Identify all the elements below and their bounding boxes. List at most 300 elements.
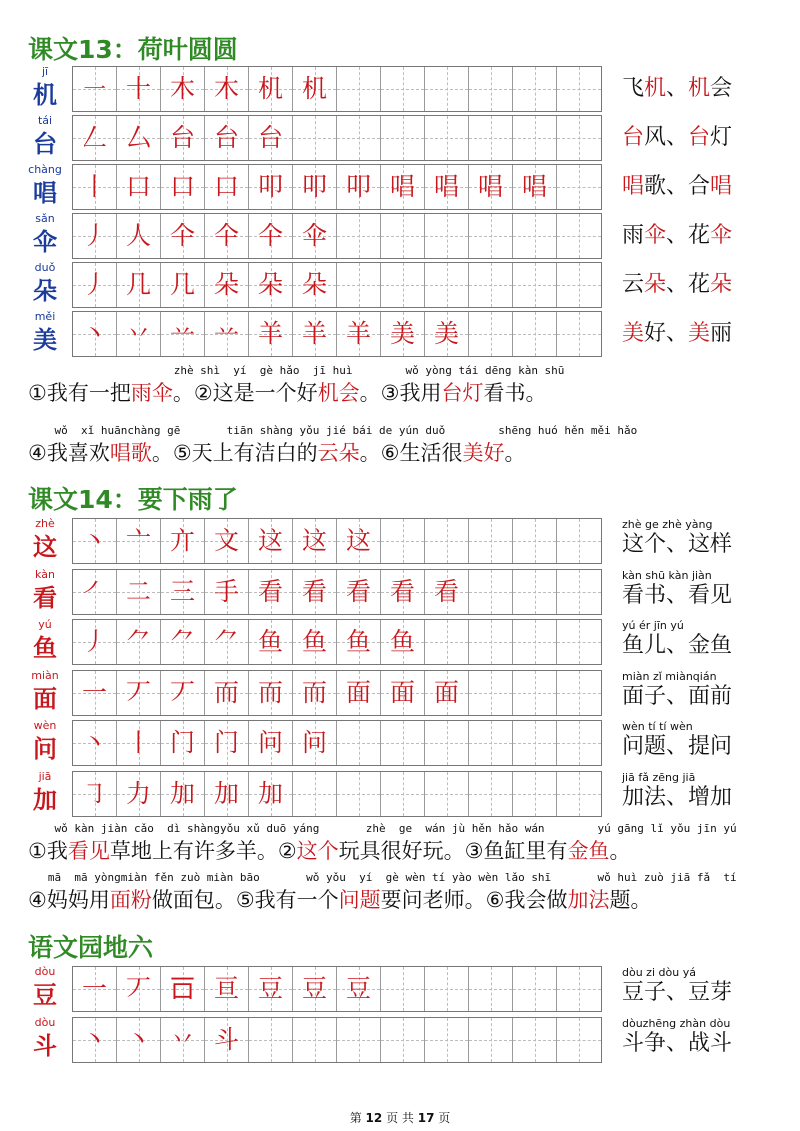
word-examples [622, 771, 782, 817]
grid-cell [293, 570, 337, 614]
sentence-pinyin: zhè shì yí gè hǎo jī huì wǒ yòng tái dēng kàn shū [28, 364, 565, 377]
word-part: 歌、合 [644, 174, 711, 199]
sentence-highlight: 看见 [67, 839, 110, 863]
sentence-part: 。 [609, 839, 631, 863]
stroke-step: 而 [257, 677, 283, 707]
grid-cell [293, 165, 337, 209]
stroke-step: 看 [389, 576, 415, 606]
grid-cell [117, 214, 161, 258]
grid-cell [161, 620, 205, 664]
grid-cell [161, 67, 205, 111]
grid-cell [337, 67, 381, 111]
char-hanzi: 面 [33, 684, 57, 713]
char-pinyin: jī [41, 65, 49, 78]
grid-cell [425, 671, 469, 715]
sentence-highlight: 这个 [296, 839, 339, 863]
sentence-part: 。⑥生活很 [359, 441, 463, 465]
stroke-step: 丿 [81, 221, 107, 250]
grid-cell [557, 263, 601, 307]
word-examples [622, 164, 782, 210]
word-part: 、 [666, 76, 689, 101]
grid-cell [425, 772, 469, 816]
word-highlight: 机 [644, 76, 667, 101]
stroke-step: 机 [301, 74, 327, 103]
word-text [622, 72, 732, 106]
stroke-step: 丆 [125, 974, 151, 1003]
sentence-highlight: 云朵 [317, 441, 360, 465]
char-hanzi: 台 [33, 130, 57, 158]
footer-pre: 第 [349, 1111, 362, 1125]
grid-cell [205, 1018, 249, 1062]
word-pinyin: wèn tí tí wèn [622, 720, 693, 733]
grid-cell [381, 312, 425, 356]
char-pinyin: tái [37, 114, 53, 127]
word-part: 雨 [622, 223, 645, 248]
sentence-highlight: 问题 [338, 888, 381, 912]
word-part: 飞 [622, 76, 645, 101]
lesson13-title: 课文13：荷叶圆圆 [28, 35, 238, 64]
garden6-title: 语文园地六 [28, 933, 154, 962]
grid-cell [249, 620, 293, 664]
grid-cell [161, 772, 205, 816]
grid-cell [73, 312, 117, 356]
grid-cell [381, 620, 425, 664]
char-row [28, 213, 768, 259]
char-label [28, 619, 62, 665]
sentence-part: 。③我用 [359, 381, 442, 405]
char-pinyin: měi [34, 310, 56, 323]
stroke-step: 仐 [169, 221, 195, 250]
char-row [28, 115, 768, 161]
stroke-step: 问 [301, 728, 327, 757]
word-examples [622, 619, 782, 665]
char-hanzi: 唱 [33, 179, 57, 207]
writing-grid [72, 311, 602, 357]
grid-cell [205, 620, 249, 664]
char-row [28, 66, 768, 112]
grid-cell [381, 165, 425, 209]
writing-grid [72, 966, 602, 1012]
grid-cell [557, 67, 601, 111]
char-label [28, 670, 62, 716]
stroke-step: 𠮛 [169, 974, 195, 1003]
sentence-text [28, 438, 525, 468]
grid-cell [73, 165, 117, 209]
word-part: 看书、看见 [622, 582, 733, 608]
stroke-step: 丆 [125, 677, 151, 707]
grid-cell [117, 721, 161, 765]
word-part: 丽 [710, 321, 733, 346]
grid-cell [73, 721, 117, 765]
grid-cell [337, 570, 381, 614]
grid-cell [293, 312, 337, 356]
grid-cell [73, 116, 117, 160]
stroke-step: 人 [125, 221, 151, 250]
grid-cell [337, 671, 381, 715]
word-part: 鱼儿、金鱼 [622, 633, 733, 658]
grid-cell [249, 214, 293, 258]
grid-cell [513, 165, 557, 209]
grid-cell [381, 967, 425, 1011]
word-part: 面子、面前 [622, 683, 733, 709]
grid-cell [249, 67, 293, 111]
footer-post: 页 [438, 1111, 451, 1125]
stroke-step: 丷 [125, 319, 151, 348]
word-highlight: 朵 [710, 272, 733, 297]
word-examples [622, 262, 782, 308]
grid-cell [117, 570, 161, 614]
char-row [28, 619, 768, 665]
stroke-step: 亘 [213, 974, 239, 1003]
page-footer [0, 1109, 800, 1126]
char-pinyin: zhè [35, 517, 55, 530]
sentence-part: ①我 [28, 839, 68, 863]
word-text [622, 680, 732, 714]
stroke-step: 羊 [257, 319, 283, 348]
stroke-step: 面 [389, 677, 415, 707]
grid-cell [161, 1018, 205, 1062]
grid-cell [425, 214, 469, 258]
word-examples [622, 518, 782, 564]
grid-cell [161, 721, 205, 765]
grid-cell [513, 519, 557, 563]
footer-total-pages: 17 [417, 1111, 435, 1125]
word-examples [622, 670, 782, 716]
grid-cell [557, 519, 601, 563]
stroke-step: 加 [213, 778, 239, 808]
word-text [622, 1027, 732, 1061]
stroke-step: 一 [81, 974, 107, 1003]
word-part: 问题、提问 [622, 734, 733, 759]
grid-cell [469, 772, 513, 816]
grid-cell [161, 312, 205, 356]
word-highlight: 唱 [710, 174, 733, 199]
sentence-highlight: 台灯 [441, 381, 484, 405]
sentence-part: ④妈妈用 [28, 888, 110, 912]
grid-cell [469, 570, 513, 614]
grid-cell [381, 263, 425, 307]
grid-cell [381, 519, 425, 563]
stroke-step: 仐 [257, 221, 283, 250]
grid-cell [513, 1018, 557, 1062]
grid-cell [513, 312, 557, 356]
char-hanzi: 斗 [33, 1032, 57, 1060]
word-highlight: 台 [622, 125, 645, 150]
stroke-step: 台 [257, 123, 283, 152]
grid-cell [469, 263, 513, 307]
grid-cell [117, 772, 161, 816]
grid-cell [205, 671, 249, 715]
word-pinyin: dòuzhēng zhàn dòu [622, 1017, 731, 1030]
sentence-pinyin: wǒ kàn jiàn cǎo dì shàngyǒu xǔ duō yáng zhè ge wán jù hěn hǎo wán yú gāng lǐ yǒu jīn yú [28, 822, 737, 835]
char-hanzi: 伞 [33, 228, 57, 256]
grid-cell [205, 214, 249, 258]
stroke-step: 加 [169, 778, 195, 808]
writing-grid [72, 213, 602, 259]
grid-cell [425, 263, 469, 307]
char-hanzi: 鱼 [33, 634, 57, 662]
grid-cell [205, 165, 249, 209]
word-highlight: 唱 [622, 174, 645, 199]
grid-cell [425, 967, 469, 1011]
grid-cell [161, 519, 205, 563]
grid-cell [249, 570, 293, 614]
grid-cell [513, 570, 557, 614]
grid-cell [557, 116, 601, 160]
stroke-step: 几 [169, 270, 195, 299]
char-hanzi: 朵 [33, 277, 57, 305]
grid-cell [205, 312, 249, 356]
word-examples [622, 1017, 782, 1063]
word-part: 、花 [666, 272, 711, 297]
grid-cell [117, 519, 161, 563]
grid-cell [425, 519, 469, 563]
sentence-part: ④我喜欢 [28, 441, 110, 465]
stroke-step: 鱼 [345, 627, 371, 656]
sentence-highlight: 面粉 [109, 888, 152, 912]
grid-cell [293, 67, 337, 111]
grid-cell [557, 967, 601, 1011]
footer-page-number: 12 [365, 1111, 383, 1125]
sentence-part: 。⑤天上有洁白的 [151, 441, 318, 465]
word-text [622, 219, 732, 253]
stroke-step: 丶 [81, 526, 107, 555]
stroke-step: ㇆ [81, 778, 107, 808]
char-hanzi: 问 [33, 735, 57, 763]
word-text [622, 170, 732, 204]
grid-cell [469, 214, 513, 258]
stroke-step: ⺈ [125, 627, 151, 656]
word-examples [622, 311, 782, 357]
grid-cell [381, 570, 425, 614]
grid-cell [557, 312, 601, 356]
stroke-step: 口 [213, 172, 239, 201]
writing-grid [72, 115, 602, 161]
grid-cell [249, 312, 293, 356]
grid-cell [205, 570, 249, 614]
grid-cell [381, 116, 425, 160]
word-examples [622, 966, 782, 1012]
grid-cell [337, 1018, 381, 1062]
word-part: 这个、这样 [622, 532, 733, 557]
stroke-step: 丷 [169, 1025, 195, 1054]
grid-cell [73, 967, 117, 1011]
grid-cell [469, 721, 513, 765]
stroke-step: 叩 [301, 172, 327, 201]
word-part: 风、 [644, 125, 689, 150]
stroke-step: 面 [345, 677, 371, 707]
stroke-step: 豆 [257, 974, 283, 1003]
grid-cell [293, 519, 337, 563]
char-hanzi: 加 [33, 785, 57, 814]
sentence-part: 题。 [609, 888, 652, 912]
writing-grid [72, 569, 602, 615]
grid-cell [249, 967, 293, 1011]
sentence-highlight: 机会 [317, 381, 360, 405]
stroke-step: ⺈ [169, 627, 195, 656]
grid-cell [205, 721, 249, 765]
grid-cell [557, 721, 601, 765]
word-highlight: 伞 [710, 223, 733, 248]
word-text [622, 268, 732, 302]
grid-cell [205, 967, 249, 1011]
grid-cell [205, 263, 249, 307]
word-text [622, 528, 732, 562]
word-part: 云 [622, 272, 645, 297]
grid-cell [425, 116, 469, 160]
char-label [28, 262, 62, 308]
grid-cell [161, 263, 205, 307]
stroke-step: 鱼 [301, 627, 327, 656]
writing-grid [72, 771, 602, 817]
grid-cell [513, 671, 557, 715]
grid-cell [117, 116, 161, 160]
stroke-step: 手 [213, 576, 239, 606]
grid-cell [337, 116, 381, 160]
char-hanzi: 看 [33, 583, 57, 612]
stroke-step: 这 [301, 526, 327, 555]
grid-cell [469, 165, 513, 209]
word-highlight: 朵 [644, 272, 667, 297]
sentence-pinyin: wǒ xǐ huānchàng gē tiān shàng yǒu jié bái de yún duǒ shēng huó hěn měi hǎo [28, 424, 638, 437]
char-pinyin: chàng [28, 163, 62, 176]
grid-cell [249, 263, 293, 307]
grid-cell [337, 165, 381, 209]
stroke-step: 伞 [301, 221, 327, 250]
word-examples [622, 66, 782, 112]
grid-cell [73, 263, 117, 307]
stroke-step: 二 [125, 576, 151, 606]
char-pinyin: miàn [31, 668, 59, 682]
grid-cell [249, 1018, 293, 1062]
stroke-step: 口 [169, 172, 195, 201]
char-label [28, 518, 62, 564]
grid-cell [513, 116, 557, 160]
word-pinyin: jiā fǎ zēng jiā [622, 770, 696, 784]
footer-mid: 页 共 [386, 1111, 414, 1125]
word-examples [622, 115, 782, 161]
grid-cell [337, 263, 381, 307]
lesson14-title: 课文14：要下雨了 [28, 485, 238, 514]
stroke-step: 朵 [257, 270, 283, 299]
char-row [28, 966, 768, 1012]
stroke-step: 鱼 [257, 627, 283, 656]
stroke-step: 台 [213, 123, 239, 152]
grid-cell [425, 67, 469, 111]
stroke-step: 一 [81, 677, 107, 707]
grid-cell [249, 165, 293, 209]
stroke-step: 叩 [345, 172, 371, 201]
stroke-step: 丆 [169, 677, 195, 707]
stroke-step: 门 [169, 728, 195, 757]
grid-cell [161, 165, 205, 209]
char-row [28, 569, 768, 615]
sentence-highlight: 金鱼 [567, 839, 610, 863]
stroke-step: 鱼 [389, 627, 415, 656]
stroke-step: 而 [301, 677, 327, 707]
grid-cell [557, 165, 601, 209]
grid-cell [557, 671, 601, 715]
grid-cell [381, 671, 425, 715]
grid-cell [513, 772, 557, 816]
grid-cell [205, 772, 249, 816]
writing-grid [72, 619, 602, 665]
word-text [622, 976, 732, 1010]
char-label [28, 569, 62, 615]
grid-cell [161, 671, 205, 715]
stroke-step: 丶 [81, 1025, 107, 1054]
stroke-step: 木 [213, 74, 239, 103]
grid-cell [249, 772, 293, 816]
grid-cell [249, 721, 293, 765]
char-hanzi: 机 [33, 81, 57, 109]
char-label [28, 771, 62, 817]
grid-cell [73, 772, 117, 816]
stroke-step: 台 [169, 123, 195, 152]
word-part: 灯 [710, 125, 733, 150]
sentence-part: 看书。 [483, 381, 547, 405]
grid-cell [293, 772, 337, 816]
grid-cell [117, 620, 161, 664]
grid-cell [557, 214, 601, 258]
stroke-step: 丿 [81, 627, 107, 656]
grid-cell [425, 1018, 469, 1062]
stroke-step: 仐 [213, 221, 239, 250]
stroke-step: 豆 [301, 974, 327, 1003]
stroke-step: 木 [169, 74, 195, 103]
word-text [622, 730, 732, 764]
word-highlight: 台 [688, 125, 711, 150]
stroke-step: 问 [257, 728, 283, 757]
sentence-part: 做面包。⑤我有一个 [151, 888, 339, 912]
word-part: 、花 [666, 223, 711, 248]
grid-cell [513, 620, 557, 664]
grid-cell [293, 967, 337, 1011]
char-label [28, 1017, 62, 1063]
grid-cell [293, 671, 337, 715]
word-highlight: 伞 [644, 223, 667, 248]
stroke-step: 这 [345, 526, 371, 555]
word-part: 斗争、战斗 [622, 1031, 733, 1056]
stroke-step: 唱 [389, 172, 415, 201]
word-text [622, 579, 732, 613]
char-hanzi: 豆 [33, 981, 57, 1009]
grid-cell [513, 214, 557, 258]
grid-cell [73, 671, 117, 715]
stroke-step: 加 [257, 778, 283, 808]
grid-cell [161, 116, 205, 160]
char-row [28, 771, 768, 817]
word-highlight: 美 [622, 321, 645, 346]
stroke-step: 䒑 [213, 319, 239, 348]
word-part: 会 [710, 76, 733, 101]
grid-cell [469, 312, 513, 356]
writing-grid [72, 720, 602, 766]
char-pinyin: dòu [34, 1016, 56, 1029]
stroke-step: 丶 [81, 728, 107, 757]
grid-cell [249, 519, 293, 563]
char-label [28, 115, 62, 161]
stroke-step: 几 [125, 270, 151, 299]
grid-cell [117, 312, 161, 356]
grid-cell [161, 214, 205, 258]
sentence-highlight: 美好 [462, 441, 505, 465]
grid-cell [513, 67, 557, 111]
grid-cell [425, 570, 469, 614]
grid-cell [205, 116, 249, 160]
grid-cell [117, 1018, 161, 1062]
stroke-step: 亠 [125, 526, 151, 555]
